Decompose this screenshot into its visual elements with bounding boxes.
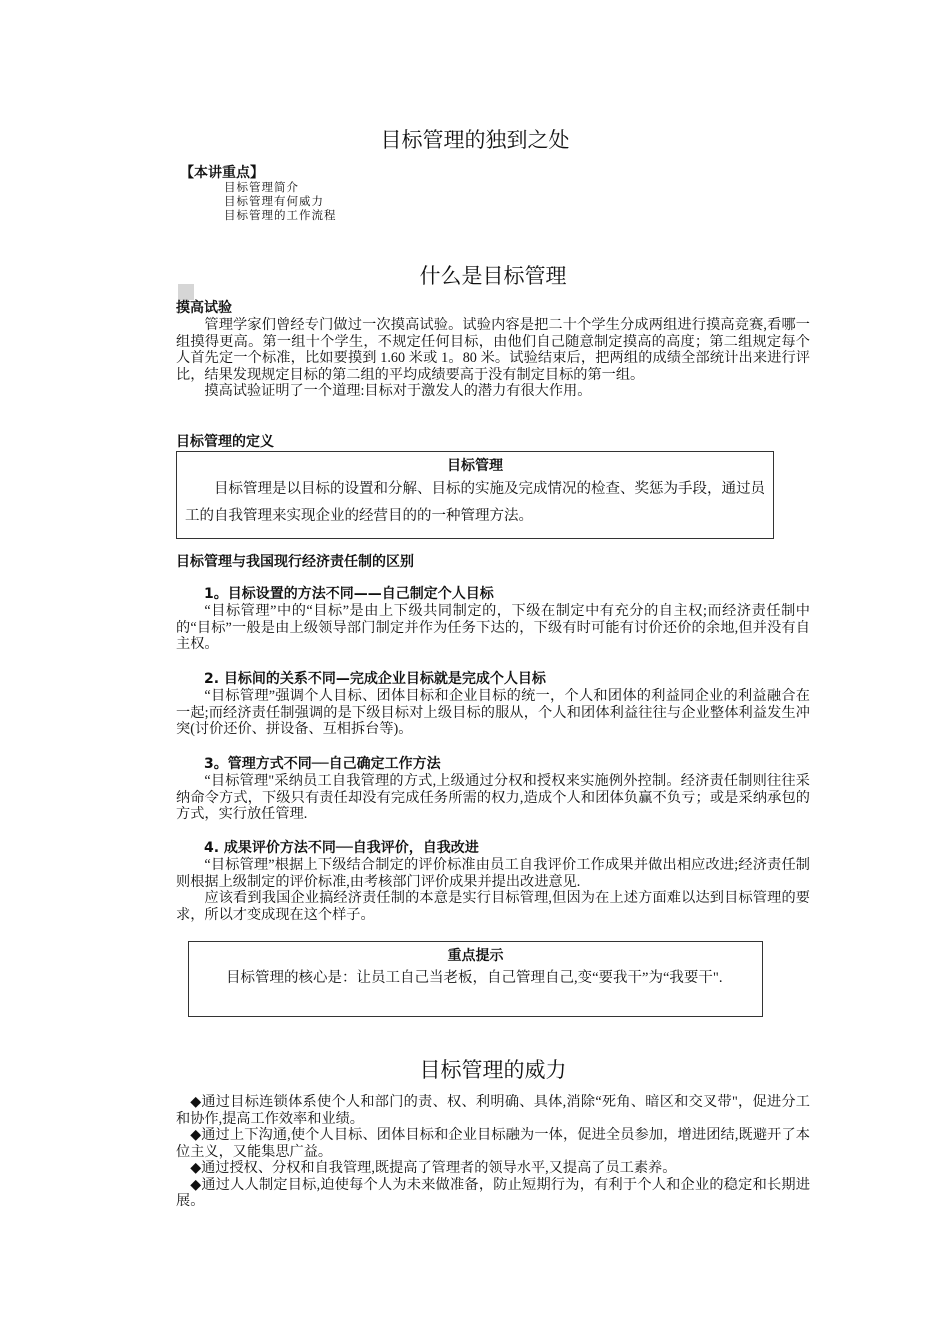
- difference-item-2: [176, 671, 810, 738]
- difference-4-heading: 4. 成果评价方法不同──自我评价，自我改进: [204, 840, 479, 856]
- difference-4-text: “目标管理”根据上下级结合制定的评价标准由员工自我评价工作成果并做出相应改进;经济责任制则根据上级制定的评价标准,由考核部门评价成果并提出改进意见.: [176, 857, 810, 890]
- experiment-paragraph: 管理学家们曾经专门做过一次摸高试验。试验内容是把二十个学生分成两组进行摸高竞赛,看哪一组摸得更高。第一组十个学生，不规定任何目标，由他们自己随意制定摸高的高度；第二组规定每个人首先定一个标准，比如要摸到 1.60 米或 1。80 米。试验结束后，把两组的成绩全部统计出来进行评比，结果发现规定目标的第二组的平均成绩要高于没有制定目标的第一组。: [176, 317, 810, 383]
- tip-box-title: 重点提示: [447, 948, 504, 964]
- definition-box-text: 目标管理是以目标的设置和分解、目标的实施及完成情况的检查、奖惩为手段，通过员工的自我管理来实现企业的经营目的的一种管理方法。: [185, 481, 765, 524]
- key-points-heading: 【本讲重点】: [180, 165, 264, 181]
- definition-box-title: 目标管理: [447, 458, 503, 474]
- definition-heading-wrap: [176, 434, 810, 451]
- difference-1-text: “目标管理”中的“目标”是由上下级共同制定的，下级在制定中有充分的自主权;而经济责任制中的“目标”一般是由上级领导部门制定并作为任务下达的，下级有时可能有讨价还价的余地,但并没有自主权。: [176, 603, 810, 652]
- difference-2-heading: 2. 目标间的关系不同—完成企业目标就是完成个人目标: [204, 671, 546, 687]
- document-title: 目标管理的独到之处: [380, 128, 570, 152]
- power-bullet: ◆通过授权、分权和自我管理,既提高了管理者的领导水平,又提高了员工素养。: [190, 1160, 677, 1176]
- difference-3-heading: 3。管理方式不同──自己确定工作方法: [204, 756, 441, 772]
- section-title-power: 目标管理的威力: [419, 1058, 567, 1082]
- experiment-heading: 摸高试验: [176, 300, 232, 316]
- tip-box-text: 目标管理的核心是：让员工自己当老板，自己管理自己,变“要我干”为“我要干".: [226, 970, 723, 986]
- definition-box: [176, 451, 774, 539]
- power-bullets: [176, 1094, 810, 1210]
- section-title-what-is: 什么是目标管理: [419, 264, 567, 288]
- difference-3-text: “目标管理"采纳员工自我管理的方式,上级通过分权和授权来实施例外控制。经济责任制则往往采纳命令方式，下级只有责任却没有完成任务所需的权力,造成个人和团体负赢不负亏；或是采纳承包的方式，实行放任管理.: [176, 773, 810, 822]
- decorative-marker: [178, 284, 194, 300]
- difference-item-1: [176, 586, 810, 653]
- power-bullet: ◆通过上下沟通,使个人目标、团体目标和企业目标融为一体，促进全员参加，增进团结,既避开了本位主义，又能集思广益。: [176, 1127, 810, 1160]
- definition-heading: 目标管理的定义: [176, 434, 274, 450]
- key-points: [180, 165, 337, 223]
- difference-item-3: [176, 756, 810, 823]
- tip-box: [188, 941, 763, 1017]
- power-bullet: ◆通过人人制定目标,迫使每个人为未来做准备，防止短期行为，有利于个人和企业的稳定和长期进展。: [176, 1176, 810, 1209]
- difference-conclusion: 应该看到我国企业搞经济责任制的本意是实行目标管理,但因为在上述方面难以达到目标管理的要求，所以才变成现在这个样子。: [176, 890, 810, 923]
- experiment-section: [176, 300, 810, 400]
- difference-section: [176, 554, 810, 571]
- experiment-conclusion: 摸高试验证明了一个道理:目标对于激发人的潜力有很大作用。: [204, 383, 592, 399]
- key-point-item: 目标管理的工作流程: [224, 210, 337, 222]
- difference-2-text: “目标管理”强调个人目标、团体目标和企业目标的统一，个人和团体的利益同企业的利益融合在一起;而经济责任制强调的是下级目标对上级目标的服从，个人和团体利益往往与企业整体利益发生冲突(讨价还价、拼设备、互相拆台等)。: [176, 688, 810, 737]
- difference-item-4: [176, 840, 810, 923]
- power-bullet: ◆通过目标连锁体系使个人和部门的责、权、利明确、具体,消除“死角、暗区和交叉带"，促进分工和协作,提高工作效率和业绩。: [176, 1094, 810, 1127]
- difference-heading: 目标管理与我国现行经济责任制的区别: [176, 554, 414, 570]
- difference-1-heading: 1。目标设置的方法不同——自己制定个人目标: [204, 586, 494, 602]
- key-point-item: 目标管理有何威力: [224, 196, 324, 208]
- key-point-item: 目标管理简介: [224, 182, 299, 194]
